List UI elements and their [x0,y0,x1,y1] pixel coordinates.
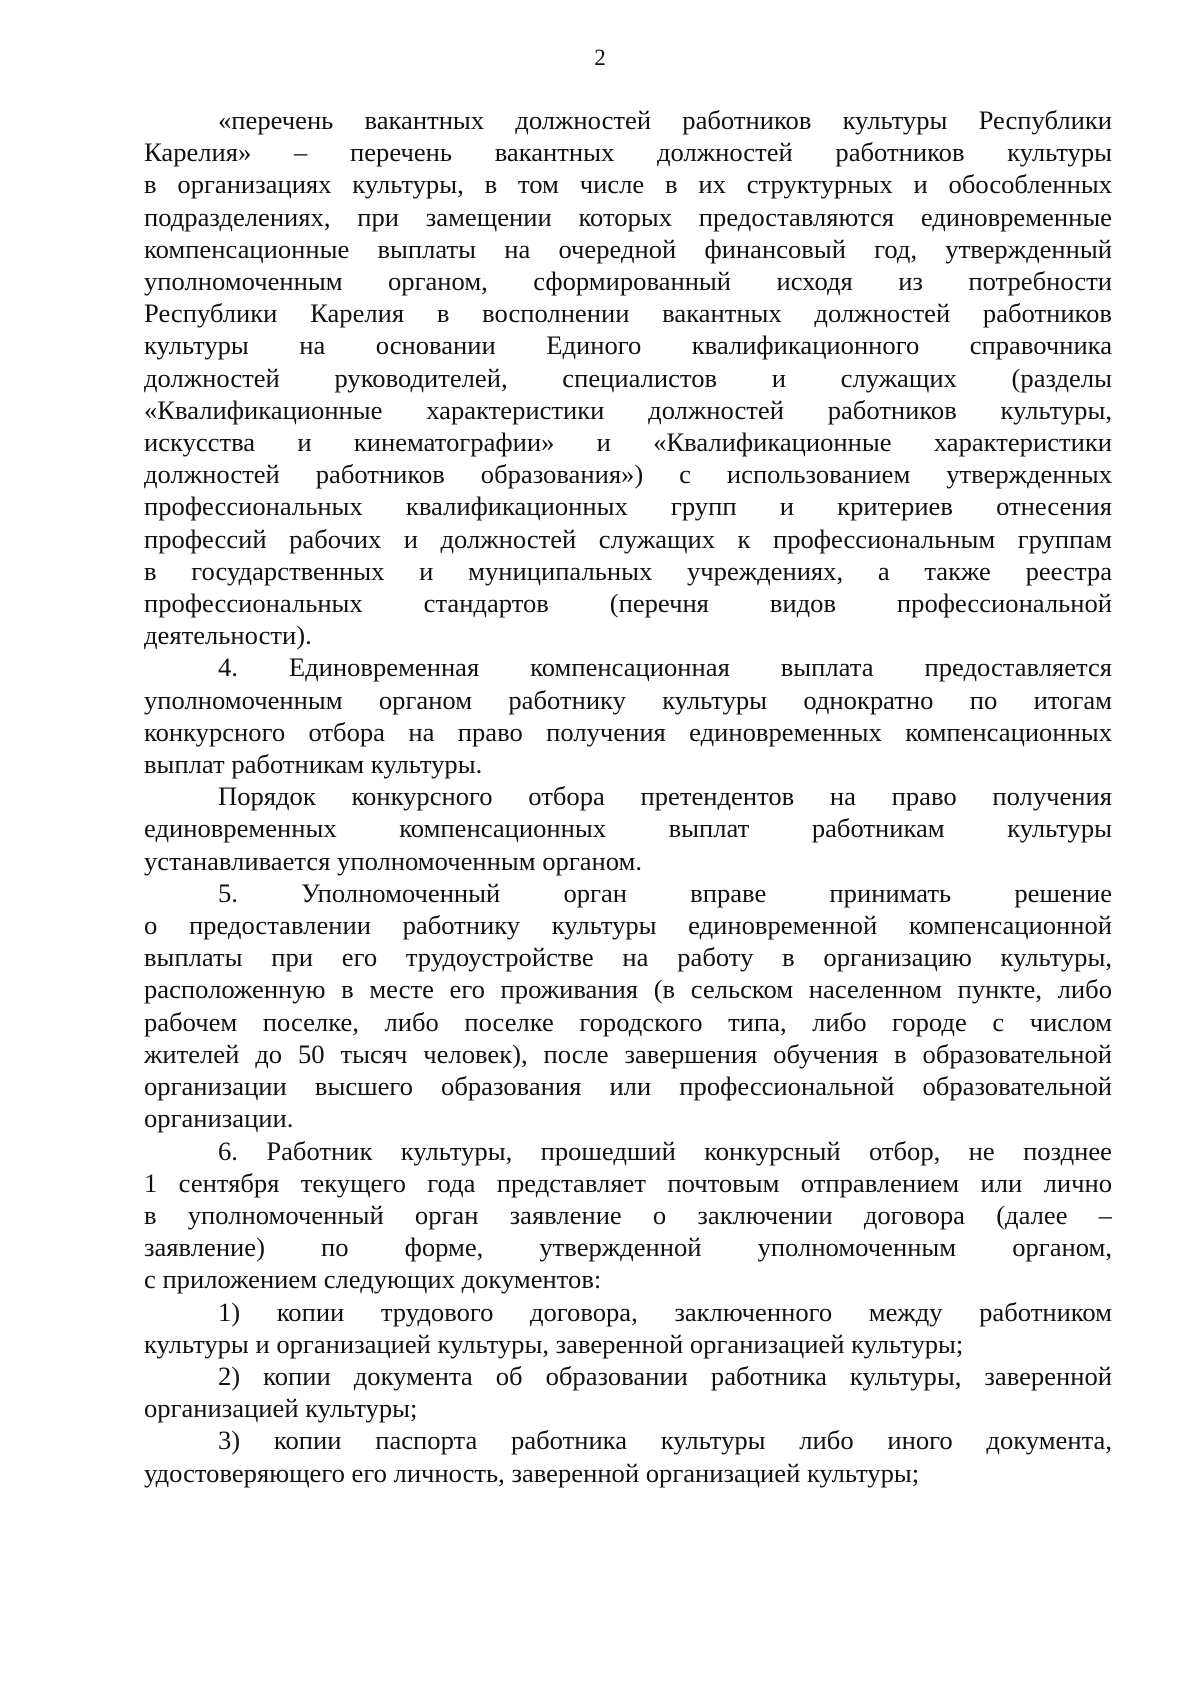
paragraph-item-4 [144,651,1112,780]
text-line: деятельности). [144,620,312,651]
text-line: выплат работникам культуры. [144,749,483,780]
text-line: искусства и кинематографии» и «Квалификационные характеристики [144,427,1112,458]
text-line: компенсационные выплаты на очередной финансовый год, утвержденный [144,233,1112,264]
text-line: 5. Уполномоченный орган вправе принимать решение [218,877,1112,908]
text-line: Республики Карелия в восполнении вакантных должностей работников [144,298,1112,329]
text-line: с приложением следующих документов: [144,1264,602,1295]
text-line: 6. Работник культуры, прошедший конкурсный отбор, не позднее [218,1135,1112,1166]
text-line: организацией культуры; [144,1393,418,1424]
text-line: в государственных и муниципальных учреждениях, а также реестра [144,555,1112,586]
text-line: 3) копии паспорта работника культуры либо иного документа, [218,1425,1112,1456]
list-item-3 [144,1424,1112,1488]
paragraph-item-6 [144,1135,1112,1296]
text-line: о предоставлении работнику культуры единовременной компенсационной [144,910,1112,941]
text-line: организации. [144,1103,294,1134]
text-line: единовременных компенсационных выплат работникам культуры [144,813,1112,844]
text-line: выплаты при его трудоустройстве на работу в организацию культуры, [144,942,1112,973]
text-line: подразделениях, при замещении которых предоставляются единовременные [144,201,1112,232]
text-line: профессий рабочих и должностей служащих к профессиональным группам [144,523,1112,554]
text-line: профессиональных стандартов (перечня видов профессиональной [144,588,1112,619]
text-line: 1) копии трудового договора, заключенного между работником [218,1296,1112,1327]
paragraph-vacancy-list-definition [144,104,1112,651]
text-line: в уполномоченный орган заявление о заключении договора (далее – [144,1199,1112,1230]
text-line: удостоверяющего его личность, заверенной организацией культуры; [144,1457,920,1488]
text-line: уполномоченным органом работнику культуры однократно по итогам [144,684,1112,715]
text-line: Порядок конкурсного отбора претендентов на право получения [218,781,1112,812]
paragraph-item-5 [144,877,1112,1135]
text-line: «перечень вакантных должностей работников культуры Республики [218,105,1112,135]
text-line: жителей до 50 тысяч человек), после завершения обучения в образовательной [144,1038,1112,1069]
text-line: организации высшего образования или профессиональной образовательной [144,1071,1112,1102]
text-line: уполномоченным органом, сформированный исходя из потребности [144,266,1112,297]
text-line: 1 сентября текущего года представляет почтовым отправлением или лично [144,1167,1112,1198]
text-line: профессиональных квалификационных групп и критериев отнесения [144,491,1112,522]
text-line: конкурсного отбора на право получения единовременных компенсационных [144,716,1112,747]
text-line: рабочем поселке, либо поселке городского типа, либо городе с числом [144,1006,1112,1037]
text-line: 2) копии документа об образовании работника культуры, заверенной [218,1360,1112,1391]
text-line: Карелия» – перечень вакантных должностей работников культуры [144,137,1112,168]
paragraph-selection-procedure [144,780,1112,877]
document-body [144,104,1112,1489]
text-line: в организациях культуры, в том числе в их структурных и обособленных [144,169,1112,200]
text-line: должностей работников образования») с использованием утвержденных [144,459,1112,490]
text-line: заявление) по форме, утвержденной уполномоченным органом, [144,1232,1112,1263]
text-line: «Квалификационные характеристики должностей работников культуры, [144,394,1112,425]
text-line: культуры и организацией культуры, заверенной организацией культуры; [144,1328,964,1359]
list-item-2 [144,1360,1112,1424]
text-line: должностей руководителей, специалистов и служащих (разделы [144,362,1112,393]
page-number: 2 [594,45,606,70]
text-line: культуры на основании Единого квалификационного справочника [144,330,1112,361]
text-line: расположенную в месте его проживания (в сельском населенном пункте, либо [144,974,1112,1005]
list-item-1 [144,1296,1112,1360]
text-line: устанавливается уполномоченным органом. [144,845,643,876]
text-line: 4. Единовременная компенсационная выплата предоставляется [218,652,1112,683]
